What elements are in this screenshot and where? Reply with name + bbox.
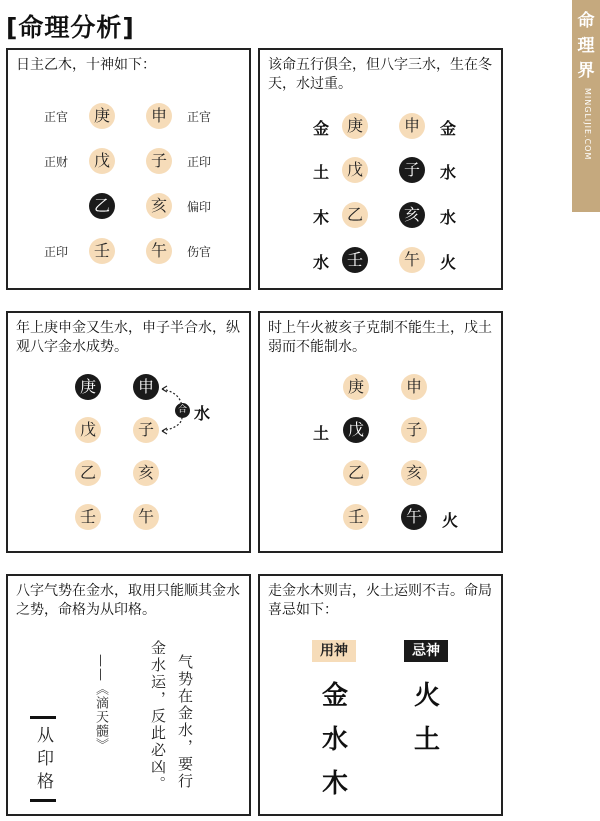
panel-text: 走金水木则吉，火土运则不吉。命局喜忌如下：	[268, 583, 492, 618]
branch-circle: 亥	[146, 193, 172, 219]
god-label: 正官	[187, 110, 212, 124]
panel-text: 八字气势在金水，取用只能顺其金水之势，命格为从印格。	[16, 583, 240, 618]
panel-metal-water	[6, 311, 251, 553]
god-label: 伤官	[187, 245, 212, 259]
stem-circle: 戊	[75, 417, 101, 443]
unfavorable-element: 土	[414, 725, 441, 755]
element-label: 水	[440, 163, 457, 182]
element-label: 木	[313, 208, 330, 227]
brand-url: MINGLIJIE.COM	[583, 88, 592, 161]
earth-label: 土	[313, 424, 330, 443]
stem-circle: 壬	[343, 504, 369, 530]
god-label: 正官	[44, 110, 69, 124]
panel-fire-earth	[258, 311, 503, 553]
god-label: 正印	[44, 245, 69, 259]
day-master-circle: 乙	[89, 193, 115, 219]
brand-sidebar	[572, 0, 600, 212]
unfavorable-element: 火	[414, 681, 441, 711]
quote-line-1: 气势在金水，要行	[176, 654, 194, 790]
combine-badge: 合	[175, 403, 190, 418]
branch-circle: 子	[133, 417, 159, 443]
branch-circle: 子	[399, 157, 425, 183]
stem-circle: 庚	[75, 374, 101, 400]
panel-favorable	[258, 574, 503, 816]
panel-text: 时上午火被亥子克制不能生土，戊土弱而不能制水。	[268, 320, 492, 355]
favorable-element: 水	[322, 725, 349, 755]
element-label: 水	[440, 208, 457, 227]
quote-line-2: 金水运，反此必凶。	[149, 640, 167, 793]
panel-five-elements	[258, 48, 503, 290]
pattern-stamp: 从印格	[33, 726, 53, 795]
branch-circle: 申	[146, 103, 172, 129]
fire-label: 火	[442, 511, 459, 530]
yong-shen-label: 用神	[312, 640, 356, 662]
stem-circle: 戊	[342, 157, 368, 183]
stem-circle: 戊	[343, 417, 369, 443]
branch-circle: 子	[146, 148, 172, 174]
branch-circle: 申	[399, 113, 425, 139]
branch-circle: 亥	[133, 460, 159, 486]
panel-text: 年上庚申金又生水，申子半合水，纵观八字金水成势。	[16, 320, 240, 355]
god-label: 偏印	[187, 200, 212, 214]
stem-circle: 乙	[342, 202, 368, 228]
branch-circle: 子	[401, 417, 427, 443]
branch-circle: 申	[401, 374, 427, 400]
element-label: 金	[440, 119, 457, 138]
stem-circle: 戊	[89, 148, 115, 174]
branch-circle: 午	[399, 247, 425, 273]
stem-circle: 庚	[342, 113, 368, 139]
stem-circle: 壬	[89, 238, 115, 264]
branch-circle: 申	[133, 374, 159, 400]
branch-circle: 午	[146, 238, 172, 264]
stem-circle: 庚	[89, 103, 115, 129]
god-label: 正财	[44, 155, 69, 169]
branch-circle: 午	[133, 504, 159, 530]
brand-char-3: 界	[577, 61, 595, 81]
favorable-element: 木	[322, 769, 349, 799]
panel-ten-gods	[6, 48, 251, 290]
ji-shen-label: 忌神	[404, 640, 448, 662]
quote-source: ——《滴天髓》	[93, 654, 108, 752]
stem-circle: 壬	[75, 504, 101, 530]
stem-circle: 乙	[75, 460, 101, 486]
stamp-bracket-bottom	[30, 793, 56, 802]
brand-char-1: 命	[577, 11, 595, 31]
element-label: 火	[440, 253, 457, 272]
god-label: 正印	[187, 155, 212, 169]
stem-circle: 乙	[343, 460, 369, 486]
stamp-bracket-top	[30, 716, 56, 725]
page-title: [命理分析]	[6, 13, 135, 42]
panel-text: 该命五行俱全，但八字三水，生在冬天，水过重。	[268, 57, 492, 92]
brand-char-2: 理	[577, 36, 595, 56]
element-label: 金	[313, 119, 330, 138]
panel-text: 日主乙木，十神如下：	[16, 57, 156, 73]
branch-circle: 亥	[401, 460, 427, 486]
favorable-element: 金	[322, 681, 349, 711]
branch-circle: 午	[401, 504, 427, 530]
stem-circle: 壬	[342, 247, 368, 273]
element-label: 土	[313, 163, 330, 182]
water-label: 水	[194, 404, 211, 423]
element-label: 水	[313, 253, 330, 272]
stem-circle: 庚	[343, 374, 369, 400]
branch-circle: 亥	[399, 202, 425, 228]
panel-pattern	[6, 574, 251, 816]
